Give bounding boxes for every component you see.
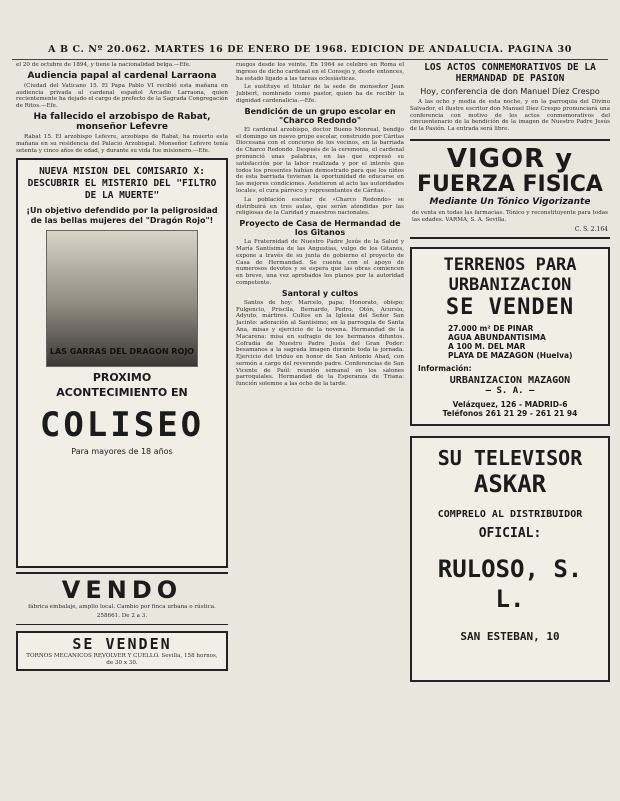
tonico-subtitle: Mediante Un Tónico Vigorizante (429, 196, 591, 207)
vigor-title: VIGOR y (446, 143, 574, 174)
cardenal-text: ruegos desde los veinte. En 1964 se celebró en Roma el ingreso de dicho cardenal en el Consejo y, desde entonces, ha estado ligado a las tareas eclesiásticas. (236, 62, 404, 82)
column-left (16, 62, 228, 794)
terrenos-line1: TERRENOS PARA (443, 254, 577, 275)
actos-subheadline: Hoy, conferencia de don Manuel Díez Crespo (420, 87, 600, 96)
coliseo-ad (16, 158, 228, 568)
cardenal-text-2: Le sustituye el titular de la sede de monseñor Jean Jubbert, nombrado como pastor, quien ha de recibir la dignidad cardenalicia.—Efe. (236, 84, 404, 104)
column-middle (236, 62, 404, 794)
vigor-body: de venta en todas las farmacias. Tónico y reconstituyente para todas las edades. VARMA, S. A. Sevilla. (412, 209, 608, 223)
fuerza-title: FUERZA FISICA (417, 171, 603, 197)
proyecto-body: La Fraternidad de Nuestro Padre Jesús de la Salud y María Santísima de las Angustias, vulgo de los Gitanos, expone a través de su junta de gobierno el proyecto de Casa de Hermandad. Se cuenta con el apoyo de numerosos devotos y se espera que las obras comiencen en breve, una vez aprobados los planos por la autoridad competente. (236, 239, 404, 286)
vigor-ad (410, 139, 610, 239)
poster-title: LAS GARRAS DEL DRAGON ROJO (49, 347, 195, 357)
coliseo-title: COLISEO (39, 405, 205, 446)
se-venden-ad (16, 631, 228, 671)
actos-body: A las ocho y media de esta noche, y en la parroquia del Divino Salvador, el ilustre escritor don Manuel Díez Crespo pronunciará una conferencia con motivo de los actos conmemorativos del cincuentenario de la bendición de la imagen de Nuestro Padre Jesús de la Pasión. La entrada será libre. (410, 99, 610, 133)
bendicion-headline: Bendición de un grupo escolar en "Charco Redondo" (244, 106, 396, 125)
vigor-sign: C. S. 2.164 (574, 225, 608, 233)
terrenos-bullet-2: AGUA ABUNDANTISIMA (448, 332, 546, 342)
actos-headline: LOS ACTOS CONMEMORATIVOS DE LA HERMANDAD DE PASION (424, 62, 596, 84)
coliseo-ad-tagline: ¡Un objetivo defendido por la peligrosidad de las bellas mujeres del "Dragón Rojo"! (26, 206, 218, 226)
terrenos-bullet-3: A 100 M. DEL MAR (448, 341, 526, 351)
vendo-phone: 258661. De 2 a 3. (96, 613, 148, 620)
vendo-ad (16, 572, 228, 625)
vendo-body: fábrica embalaje, amplio local. Cambio por finca urbana o rústica. (28, 604, 216, 611)
proyecto-headline: Proyecto de Casa de Hermandad de los Gitanos (239, 219, 401, 238)
terrenos-info-label: Información: (418, 363, 472, 373)
terrenos-sa: — S. A. — (485, 385, 535, 396)
movie-poster-image (46, 230, 198, 367)
bendicion-body: El cardenal arzobispo, doctor Bueno Monreal, bendijo el domingo un nuevo grupo escolar, construido por Cáritas Diocesana con el concurso de los vecinos, en la barriada de Charco Redondo. Después de la ceremonia, el cardenal pronunció unas palabras, en las que expresó su satisfacción por la labor realizada y por el interés que todos los presentes habían demostrado para que los niños de esta barriada tuvieran la oportunidad de educarse en las mejores condiciones. Asistieron al acto las autoridades locales, el cura párroco y representantes de Cáritas. (236, 126, 404, 194)
ruloso-address: SAN ESTEBAN, 10 (460, 629, 560, 643)
header-rule (12, 59, 608, 60)
vendo-title: VENDO (61, 576, 183, 605)
ruloso-title: RULOSO, S. L. (437, 554, 583, 613)
se-venden-body: TORNOS MECANICOS REVOLVER Y CUELLO. Sevilla, 158 hornos, de 30 x 30. (26, 652, 218, 666)
coliseo-ad-heading: NUEVA MISION DEL COMISARIO X: DESCUBRIR EL MISTERIO DEL "FILTRO DE LA MUERTE" (27, 166, 217, 202)
proximo-label: PROXIMO (92, 371, 152, 385)
terrenos-bullet-1: 27.000 m² DE PINAR (448, 323, 534, 333)
bendicion-body-2: La población escolar de «Charco Redondo» se distribuirá en tres aulas, que serán atendidas por las religiosas de la Caridad y maestros nacionales. (236, 196, 404, 217)
se-venden-title: SE VENDEN (72, 634, 172, 653)
santoral-body: Santos de hoy: Marcelo, papa; Honorato, obispo; Fulgencio, Priscila, Bernardo, Pedro, Otón, Acursio, Adyuto, mártires. Cultos en la Iglesia del Señor San Jacinto: adoración al Santísimo; en la parroquia de Santa Ana, misas y ejercicio de la novena. Hermandad de la Macarena: misa en sufragio de los hermanos difuntos. Cofradía de Nuestro Padre Jesús del Gran Poder: besamanos a la sagrada imagen durante toda la jornada. Ejercicio del triduo en honor de San Antonio Abad, con sermón a cargo del reverendo padre. Conferencias de San Vicente de Paúl: reunión semanal en los salones parroquiales. Hermandad de la Esperanza de Triana: función solemne a las ocho de la tarde. (236, 299, 404, 388)
terrenos-phones: Teléfonos 261 21 29 - 261 21 94 (442, 408, 578, 418)
terrenos-line2: URBANIZACION (448, 274, 572, 295)
santoral-headline: Santoral y cultos (281, 288, 359, 298)
terrenos-company: URBANIZACION MAZAGON (449, 374, 571, 386)
page-header: A B C. Nº 20.062. MARTES 16 DE ENERO DE 1968. EDICION DE ANDALUCIA. PAGINA 30 (48, 44, 572, 55)
televisor-line4: OFICIAL: (478, 525, 542, 541)
televisor-line1: SU TELEVISOR (437, 445, 583, 470)
audiencia-body: (Ciudad del Vaticano 15. El Papa Pablo VI recibió esta mañana en audiencia privada al cardenal español Arcadio Larraona, quien recientemente ha dejado el cargo de prefecto de la Sagrada Congregación de Ritos.—Efe. (16, 82, 228, 110)
televisor-line3: COMPRELO AL DISTRIBUIDOR (437, 508, 583, 520)
televisor-ad (410, 436, 610, 682)
audiencia-headline: Audiencia papal al cardenal Larraona (27, 70, 217, 81)
terrenos-ad (410, 247, 610, 426)
terrenos-address: Velázquez, 126 - MADRID-6 (452, 399, 568, 409)
intro-text: el 20 de octubre de 1894, y tiene la nacionalidad belga.—Efe. (16, 62, 191, 68)
arzobispo-headline: Ha fallecido el arzobispo de Rabat, monseñor Lefevre (33, 111, 211, 132)
column-right (410, 62, 610, 794)
terrenos-bullet-4: PLAYA DE MAZAGON (Huelva) (448, 350, 573, 360)
arzobispo-body: Rabat 15. El arzobispo Lefevre, arzobispo de Rabat, ha muerto esta mañana en su residencia del Palacio Arzobispal. Monseñor Lefevre tenía setenta y cinco años de edad, y durante su vida fue misionero.—Efe. (16, 133, 228, 154)
acontecimiento-label: ACONTECIMIENTO EN (56, 386, 188, 400)
askar-brand: ASKAR (473, 469, 547, 498)
age-rating: Para mayores de 18 años (71, 447, 173, 457)
terrenos-line3: SE VENDEN (445, 294, 575, 320)
